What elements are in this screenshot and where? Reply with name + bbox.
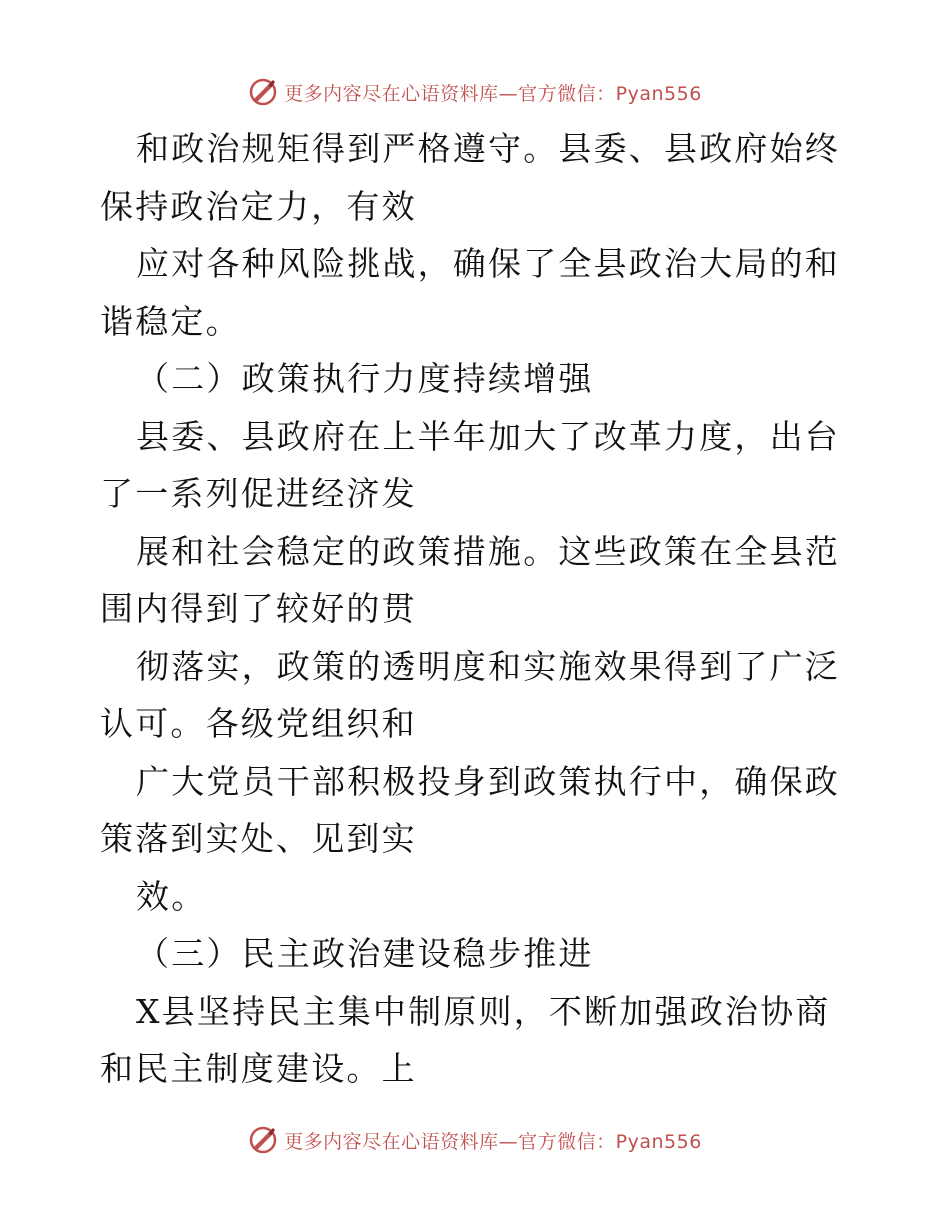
paragraph: X县坚持民主集中制原则，不断加强政治协商和民主制度建设。上 — [100, 991, 831, 1088]
header-watermark-text: 更多内容尽在心语资料库—官方微信：Pyan556 — [284, 82, 702, 105]
header-watermark — [0, 72, 950, 112]
footer-watermark-text: 更多内容尽在心语资料库—官方微信：Pyan556 — [284, 1130, 702, 1153]
section-heading: （二）政策执行力度持续增强 — [136, 359, 594, 398]
paragraph: 彻落实，政策的透明度和实施效果得到了广泛认可。各级党组织和 — [100, 646, 840, 743]
footer-watermark — [0, 1120, 950, 1160]
paragraph: 县委、县政府在上半年加大了改革力度，出台了一系列促进经济发 — [100, 416, 840, 513]
paragraph: 应对各种风险挑战，确保了全县政治大局的和谐稳定。 — [100, 244, 840, 341]
paragraph: 和政治规矩得到严格遵守。县委、县政府始终保持政治定力，有效 — [100, 129, 840, 226]
paragraph: 展和社会稳定的政策措施。这些政策在全县范围内得到了较好的贯 — [100, 531, 840, 628]
paragraph: 广大党员干部积极投身到政策执行中，确保政策落到实处、见到实 — [100, 761, 840, 858]
paragraph: 效。 — [136, 876, 207, 916]
section-heading: （三）民主政治建设稳步推进 — [136, 934, 594, 973]
pen-logo-icon — [248, 1125, 278, 1155]
document-body — [100, 120, 860, 1098]
pen-logo-icon — [248, 77, 278, 107]
